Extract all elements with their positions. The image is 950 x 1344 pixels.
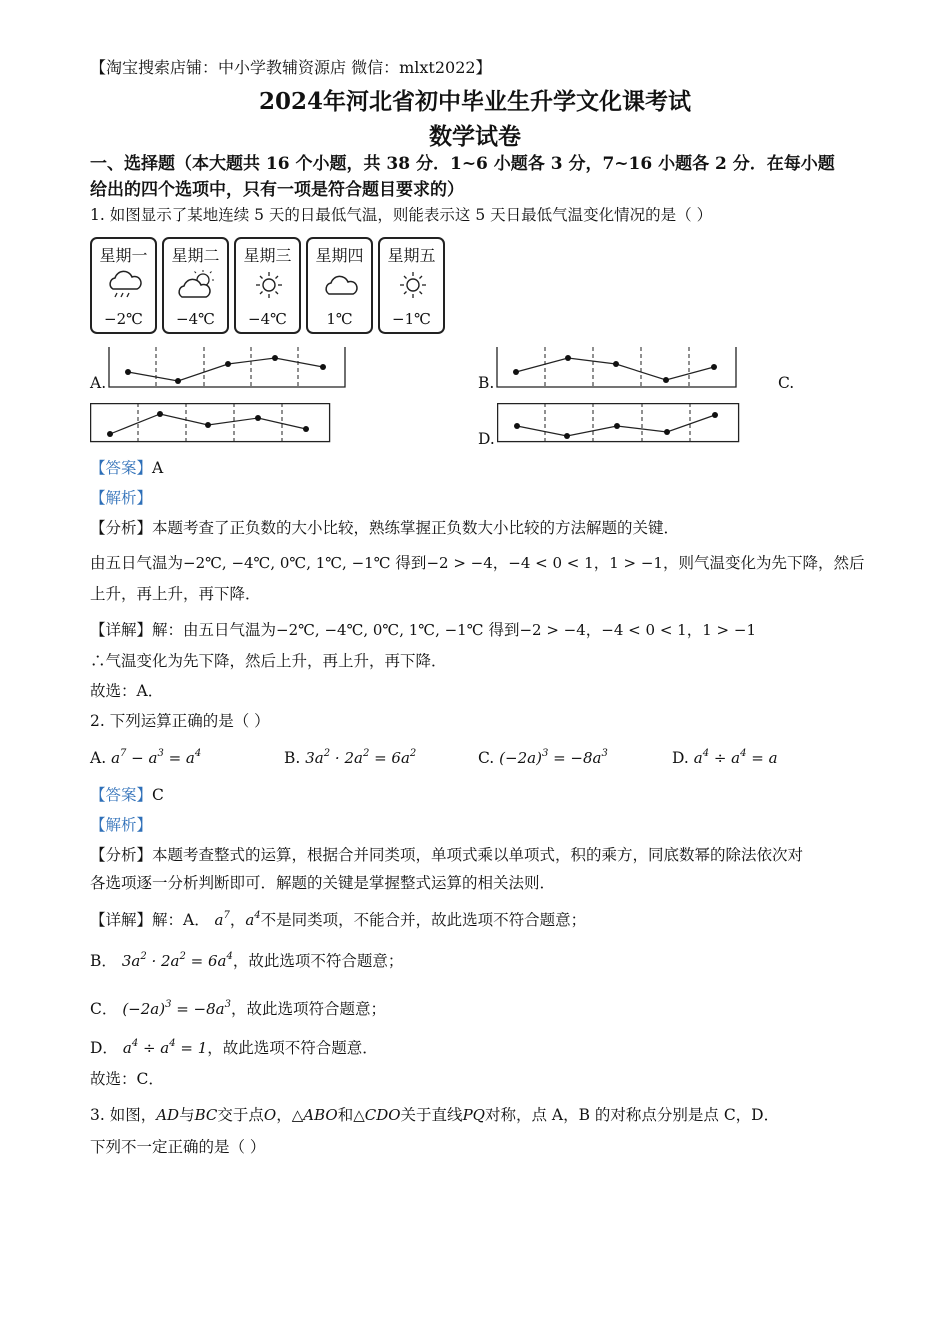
text: ，故此选项不符合题意．	[207, 1039, 378, 1057]
text: B．	[90, 952, 117, 970]
formula: O	[263, 1106, 277, 1124]
text: C．	[90, 1000, 118, 1018]
formula: BC	[194, 1106, 218, 1124]
q1-option-c-label: C.	[778, 374, 795, 392]
comma: ，	[492, 554, 509, 572]
sun-icon	[393, 269, 433, 303]
formula: $a^7$	[209, 910, 230, 929]
q1-reasoning-line-1	[90, 553, 865, 573]
q1-reasoning-line-2: 上升，再上升，再下降．	[90, 585, 261, 603]
rain-cloud-icon	[105, 269, 145, 303]
text: 交于点	[217, 1106, 264, 1124]
text: ，故此选项不符合题意；	[232, 952, 404, 970]
text: 与	[179, 1106, 195, 1124]
formula: △ABO	[291, 1106, 338, 1124]
compare-formula: 1 > −1	[702, 621, 756, 639]
q2-stem: 2. 下列运算正确的是（ ）	[90, 712, 270, 730]
answer-tag: 【答案】	[90, 786, 153, 804]
q2-option-c	[478, 749, 608, 767]
q2-fenxi-line-1	[90, 845, 803, 865]
option-label: C.	[478, 749, 495, 767]
formula-b: $3a^2 \cdot 2a^2 = 6a^2$	[305, 748, 417, 767]
weather-card-thu	[306, 237, 373, 334]
weather-day: 星期二	[171, 246, 220, 265]
temps-formula: −2℃, −4℃, 0℃, 1℃, −1℃	[276, 621, 484, 639]
answer-tag: 【答案】	[90, 459, 153, 477]
q2-option-b	[284, 749, 416, 767]
text: 得到	[488, 621, 520, 639]
q1-analysis-tag: 【解析】	[90, 489, 153, 507]
cloud-icon	[321, 269, 361, 303]
comma: ，	[593, 554, 610, 572]
q2-fenxi-line-2: 各选项逐一分析判断即可．解题的关键是掌握整式运算的相关法则．	[90, 874, 556, 892]
answer-value: C	[152, 786, 164, 804]
text: 对称，点 A，B 的对称点分别是点 C，D．	[484, 1106, 780, 1124]
text: 和	[337, 1106, 354, 1124]
exam-subtitle: 数学试卷	[429, 123, 521, 150]
q1-option-d-chart	[497, 403, 741, 443]
q2-xiangjie-c	[90, 999, 386, 1019]
compare-formula: −2 > −4	[519, 621, 586, 639]
sun-icon	[249, 269, 289, 303]
option-label: B.	[284, 749, 301, 767]
weather-temp: −4℃	[248, 310, 287, 328]
weather-temp: −1℃	[392, 310, 431, 328]
section-1-heading-line-2: 给出的四个选项中，只有一项是符合题目要求的）	[90, 180, 464, 200]
fenxi-tag: 【分析】	[90, 846, 153, 864]
text: D．	[90, 1039, 118, 1057]
compare-formula: −4 < 0 < 1	[601, 621, 687, 639]
weather-day: 星期三	[243, 246, 292, 265]
q2-analysis-tag: 【解析】	[90, 816, 153, 834]
text: 不是同类项，不能合并，故此选项不符合题意；	[260, 911, 587, 929]
q1-option-a-label: A.	[90, 374, 107, 392]
formula: $a^4$	[245, 910, 261, 929]
formula-c: $(-2a)^3 = -8a^3$	[499, 748, 608, 767]
comma: ，	[686, 621, 703, 639]
q1-xiangjie	[90, 620, 756, 640]
text: ，则气温变化为先下降，然后	[662, 554, 865, 572]
option-label: A.	[90, 749, 107, 767]
q2-answer	[90, 785, 164, 805]
formula: PQ	[462, 1106, 485, 1124]
weather-day: 星期五	[387, 246, 436, 265]
answer-value: A	[152, 459, 164, 477]
weather-day: 星期一	[99, 246, 148, 265]
formula: $3a^2 \cdot 2a^2 = 6a^4$	[121, 951, 233, 970]
sun-cloud-icon	[177, 269, 217, 303]
xiangjie-tag: 【详解】	[90, 621, 153, 639]
exam-title: 2024年河北省初中毕业生升学文化课考试	[258, 88, 691, 115]
q1-option-a-chart	[108, 347, 348, 389]
option-label: D.	[672, 749, 689, 767]
weather-card-tue	[162, 237, 229, 334]
header-banner: 【淘宝搜索店铺：中小学教辅资源店 微信：mlxt2022】	[90, 58, 492, 77]
text: 解：A．	[152, 911, 210, 929]
q2-xiangjie-d	[90, 1038, 378, 1058]
q1-stem: 1. 如图显示了某地连续 5 天的日最低气温，则能表示这 5 天日最低气温变化情况的是（ ）	[90, 206, 713, 224]
q3-stem-line-1	[90, 1105, 779, 1125]
xiangjie-tag: 【详解】	[90, 911, 153, 929]
formula: $a^4 \div a^4 = 1$	[122, 1038, 208, 1057]
comma: ，	[585, 621, 602, 639]
section-1-heading-line-1: 一、选择题（本大题共 16 个小题，共 38 分．1~6 小题各 3 分，7~16 小题各 2 分．在每小题	[90, 154, 835, 174]
text: ，故此选项符合题意；	[231, 1000, 387, 1018]
comma: ，	[276, 1106, 292, 1124]
fenxi-text: 本题考查整式的运算，根据合并同类项，单项式乘以单项式，积的乘方，同底数幂的除法依次对	[152, 846, 804, 864]
q2-option-d	[672, 749, 778, 767]
q2-choose: 故选：C．	[90, 1070, 164, 1088]
q2-xiangjie-a: 【详解】解：A． $a^7$，$a^4$不是同类项，不能合并，故此选项不符合题意；	[90, 910, 587, 929]
text: 解：由五日气温为	[152, 621, 277, 639]
weather-temp: −2℃	[104, 310, 143, 328]
text: 关于直线	[400, 1106, 463, 1124]
q1-choose: 故选：A．	[90, 682, 164, 700]
compare-formula: −4 < 0 < 1	[508, 554, 594, 572]
weather-card-fri	[378, 237, 445, 334]
weather-day: 星期四	[315, 246, 364, 265]
q1-option-b-label: B.	[478, 374, 495, 392]
fenxi-text: 本题考查了正负数的大小比较，熟练掌握正负数大小比较的方法解题的关键．	[152, 519, 680, 537]
formula-d: $a^4 \div a^4 = a$	[693, 748, 778, 767]
fenxi-tag: 【分析】	[90, 519, 153, 537]
compare-formula: −2 > −4	[426, 554, 493, 572]
weather-temp: 1℃	[326, 310, 353, 328]
q1-option-b-chart	[496, 347, 740, 389]
formula: △CDO	[353, 1106, 401, 1124]
q2-xiangjie-b	[90, 951, 403, 971]
weather-card-mon	[90, 237, 157, 334]
q1-fenxi	[90, 518, 679, 538]
q2-option-a	[90, 749, 201, 767]
temps-formula: −2℃, −4℃, 0℃, 1℃, −1℃	[183, 554, 391, 572]
weather-temp: −4℃	[176, 310, 215, 328]
compare-formula: 1 > −1	[609, 554, 663, 572]
q1-option-d-label: D.	[478, 430, 495, 448]
q1-option-c-chart	[90, 403, 332, 443]
formula: AD	[156, 1106, 180, 1124]
q1-answer	[90, 458, 163, 478]
formula-a: $a^7 - a^3 = a^4$	[111, 748, 202, 767]
text: 3. 如图，	[90, 1106, 157, 1124]
q1-conclusion: ∴气温变化为先下降，然后上升，再上升，再下降．	[90, 652, 447, 670]
formula: $(-2a)^3 = -8a^3$	[122, 999, 231, 1018]
text: 得到	[395, 554, 427, 572]
q3-stem-line-2: 下列不一定正确的是（ ）	[90, 1138, 266, 1156]
text: 由五日气温为	[90, 554, 184, 572]
weather-card-wed	[234, 237, 301, 334]
